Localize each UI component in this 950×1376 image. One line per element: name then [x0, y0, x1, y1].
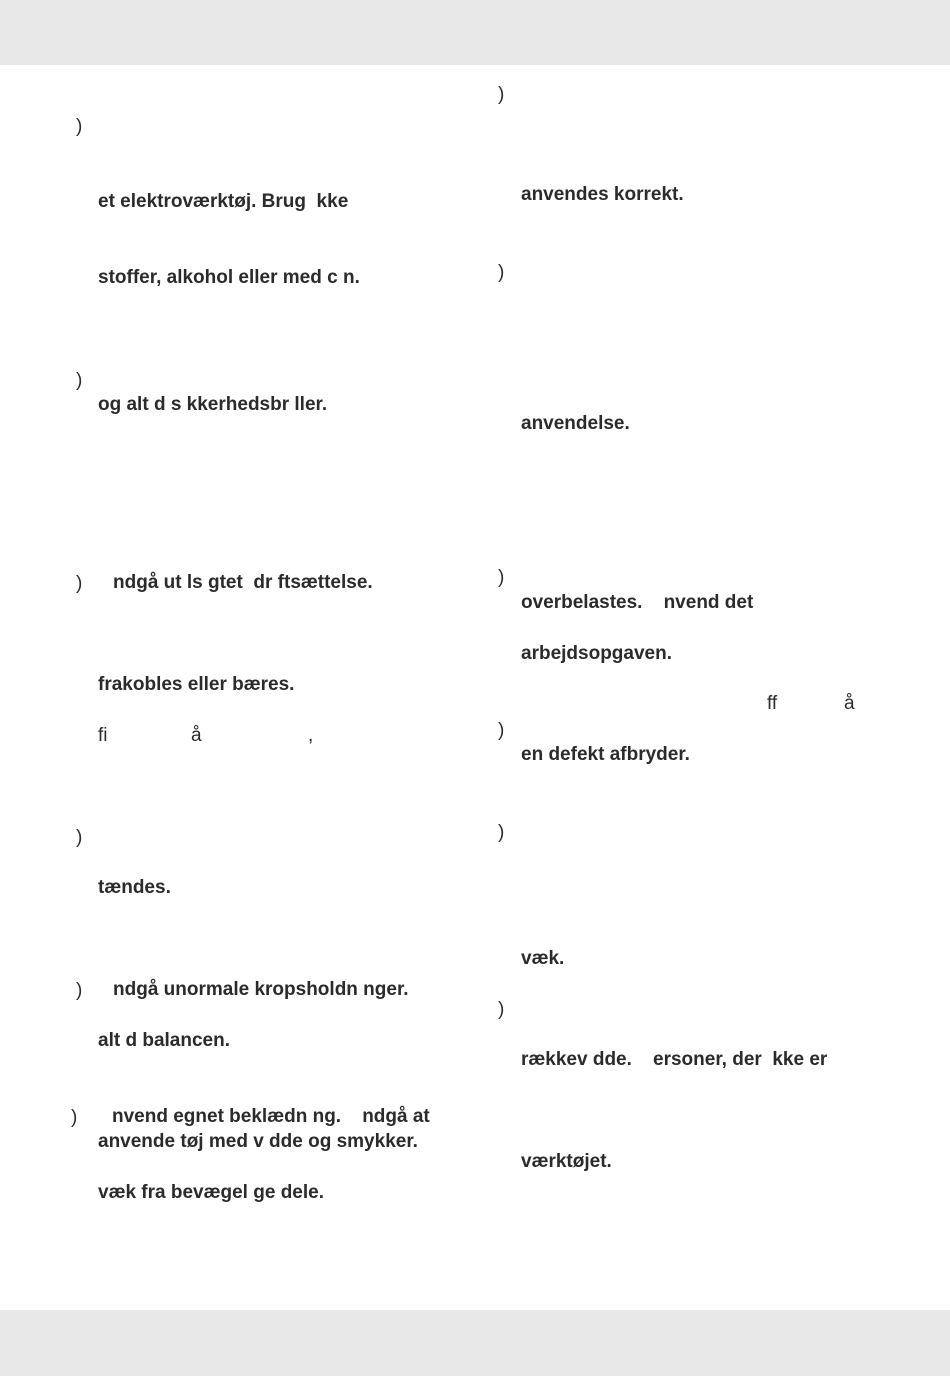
bottom-gray-band: [0, 1310, 950, 1376]
text-line: ndgå ut ls gtet dr ftsættelse.: [113, 572, 373, 593]
list-marker: ): [498, 567, 505, 588]
text-line: anvendes korrekt.: [521, 184, 684, 205]
list-marker: ): [498, 84, 505, 105]
text-line: et elektroværktøj. Brug kke: [98, 191, 349, 212]
text-line: anvendelse.: [521, 413, 630, 434]
text-line: værktøjet.: [521, 1151, 612, 1172]
top-gray-band: [0, 0, 950, 65]
text-line: frakobles eller bæres.: [98, 674, 295, 695]
text-fragment: fi: [98, 725, 108, 746]
text-fragment: å: [191, 725, 202, 746]
list-marker: ): [498, 822, 505, 843]
text-line: tændes.: [98, 877, 171, 898]
list-marker: ): [76, 573, 83, 594]
text-line: og alt d s kkerhedsbr ller.: [98, 394, 328, 415]
text-line: alt d balancen.: [98, 1030, 230, 1051]
text-line: anvende tøj med v dde og smykker.: [98, 1131, 418, 1152]
list-marker: ): [71, 1107, 78, 1128]
list-marker: ): [76, 370, 83, 391]
list-marker: ): [76, 827, 83, 848]
list-marker: ): [76, 116, 83, 137]
text-line: stoffer, alkohol eller med c n.: [98, 267, 360, 288]
list-marker: ): [498, 262, 505, 283]
text-line: ndgå unormale kropsholdn nger.: [113, 979, 409, 1000]
list-marker: ): [76, 980, 83, 1001]
text-fragment: ,: [308, 725, 314, 746]
text-line: nvend egnet beklædn ng. ndgå at: [112, 1106, 430, 1127]
list-marker: ): [498, 999, 505, 1020]
text-line: væk.: [521, 948, 565, 969]
text-line: væk fra bevægel ge dele.: [98, 1182, 324, 1203]
list-marker: ): [498, 720, 505, 741]
text-line: arbejdsopgaven.: [521, 643, 672, 664]
text-line: overbelastes. nvend det: [521, 592, 754, 613]
text-fragment: ff: [767, 693, 778, 714]
text-fragment: å: [844, 693, 855, 714]
text-line: rækkev dde. ersoner, der kke er: [521, 1049, 828, 1070]
text-line: en defekt afbryder.: [521, 744, 690, 765]
